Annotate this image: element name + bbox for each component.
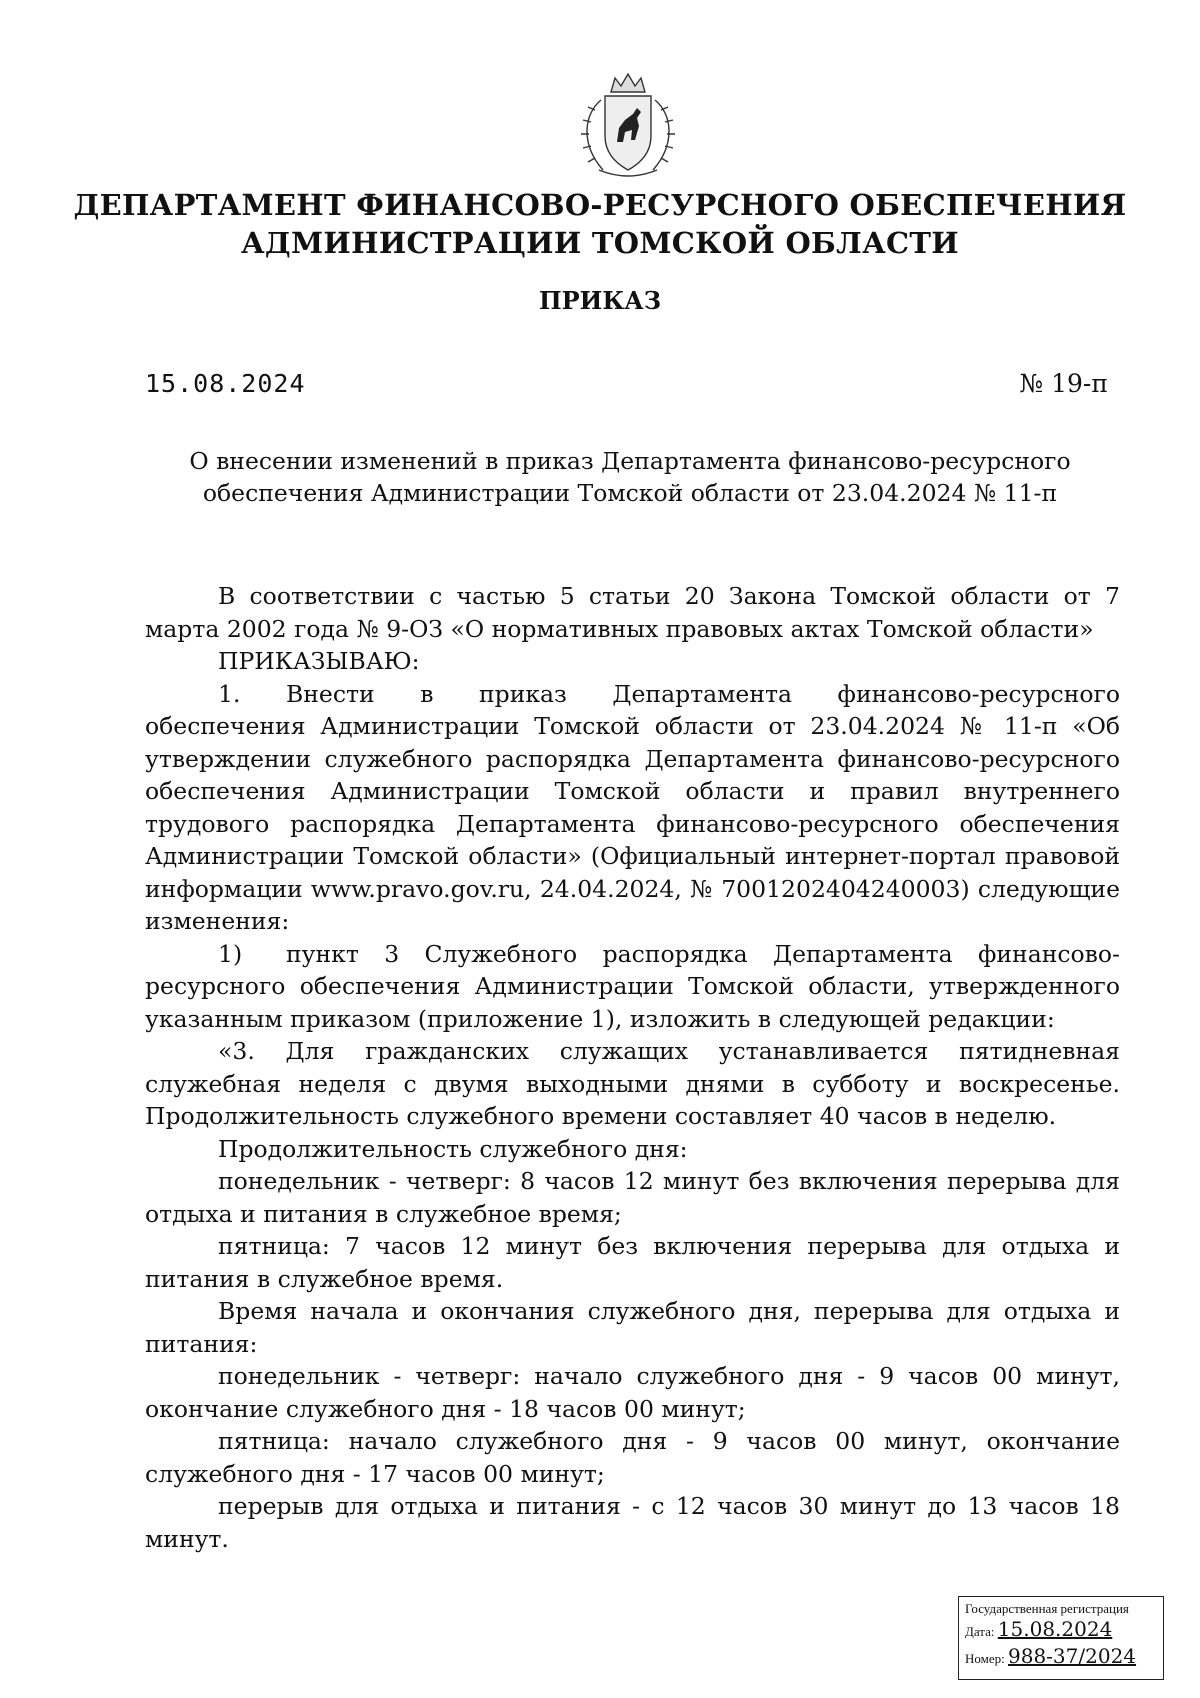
document-date: 15.08.2024 xyxy=(145,369,306,398)
order-word: ПРИКАЗЫВАЮ: xyxy=(218,647,420,675)
stamp-number-row xyxy=(965,1644,1157,1671)
stamp-date-value: 15.08.2024 xyxy=(997,1617,1113,1641)
stamp-number-label: Номер: xyxy=(965,1651,1005,1666)
quote-paragraph: пятница: начало служебного дня - 9 часов 00 минут, окончание служебного дня - 17 часов 00 минут; xyxy=(145,1427,1120,1488)
quote-paragraph: понедельник - четверг: начало служебного дня - 9 часов 00 минут, окончание служебного дня - 18 часов 00 минут; xyxy=(145,1362,1120,1423)
subject-line: обеспечения Администрации Томской области от 23.04.2024 № 11-п xyxy=(202,479,1058,507)
quote-paragraph: Продолжительность служебного дня: xyxy=(218,1134,688,1163)
subitem-1-paragraph xyxy=(145,938,1120,1036)
subject-line: О внесении изменений в приказ Департамента финансово-ресурсного xyxy=(189,447,1071,475)
stamp-date-label: Дата: xyxy=(965,1624,995,1639)
coat-of-arms-icon xyxy=(573,70,683,182)
subitem-number: 1) xyxy=(218,939,243,968)
item-text: Внести в приказ Департамента финансово-ресурсного обеспечения Администрации Томской области от 23.04.2024 № 11-п «Об утверждении служебного распорядка Департамента финансово-ресурсного обеспечения Администрации Томской области и правил внутреннего трудового распорядка Департамента финансово-ресурсного обеспечения Администрации Томской области» (Официальный интернет-портал правовой информации www.pravo.gov.ru, 24.04.2024, № 7001202404240003) следующие изменения: xyxy=(145,679,1120,935)
document-number: № 19-п xyxy=(1019,369,1108,398)
document-body xyxy=(145,580,1120,1555)
item-number: 1. xyxy=(218,679,241,708)
preamble-paragraph: В соответствии с частью 5 статьи 20 Закона Томской области от 7 марта 2002 года № 9-ОЗ «О нормативных правовых актах Томской области» xyxy=(145,582,1120,643)
stamp-title: Государственная регистрация xyxy=(965,1601,1129,1616)
registration-stamp xyxy=(958,1596,1164,1680)
stamp-number-value: 988-37/2024 xyxy=(1008,1644,1137,1668)
organization-name-line1: ДЕПАРТАМЕНТ ФИНАНСОВО-РЕСУРСНОГО ОБЕСПЕЧЕНИЯ xyxy=(73,188,1127,222)
stamp-date-row xyxy=(965,1617,1157,1644)
quote-paragraph: «3. Для гражданских служащих устанавливается пятидневная служебная неделя с двумя выходными днями в субботу и воскресенье. Продолжительность служебного времени составляет 40 часов в неделю. xyxy=(145,1037,1120,1130)
quote-paragraph: перерыв для отдыха и питания - с 12 часов 30 минут до 13 часов 18 минут. xyxy=(145,1492,1120,1553)
document-type: ПРИКАЗ xyxy=(538,286,662,315)
quote-paragraph: пятница: 7 часов 12 минут без включения перерыва для отдыха и питания в служебное время. xyxy=(145,1232,1120,1293)
quote-paragraph: Время начала и окончания служебного дня, перерыва для отдыха и питания: xyxy=(145,1297,1120,1358)
subitem-text: пункт 3 Служебного распорядка Департамента финансово-ресурсного обеспечения Администрации Томской области, утвержденного указанным приказом (приложение 1), изложить в следующей редакции: xyxy=(145,939,1120,1033)
organization-name-line2: АДМИНИСТРАЦИИ ТОМСКОЙ ОБЛАСТИ xyxy=(241,226,959,260)
quote-paragraph: понедельник - четверг: 8 часов 12 минут без включения перерыва для отдыха и питания в служебное время; xyxy=(145,1167,1120,1228)
document-subject xyxy=(140,445,1120,509)
item-1-paragraph xyxy=(145,678,1120,938)
